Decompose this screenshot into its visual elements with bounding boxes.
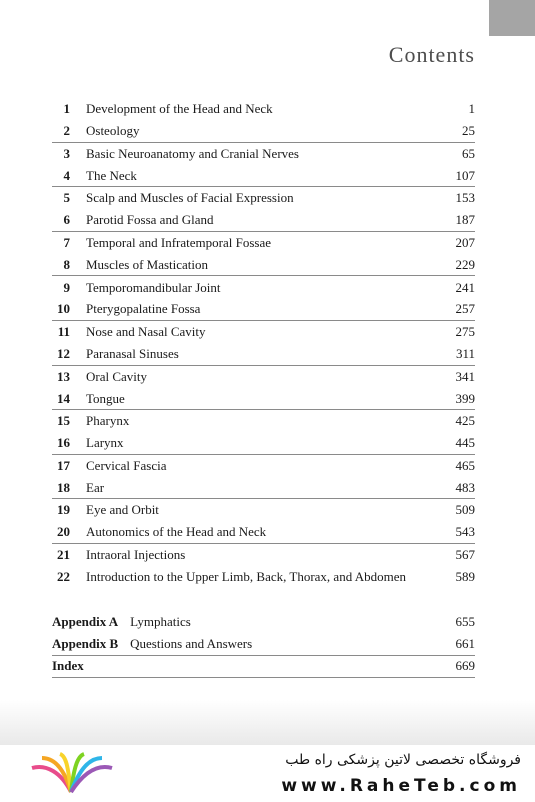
- chapter-title: The Neck: [86, 167, 137, 183]
- page-title: Contents: [388, 42, 475, 67]
- chapter-number: 8: [63, 256, 70, 272]
- chapter-number: 18: [57, 479, 70, 495]
- appendix-label: Index: [52, 658, 84, 674]
- chapter-page: 543: [455, 524, 475, 540]
- chapter-title: Parotid Fossa and Gland: [86, 212, 214, 228]
- toc-entry[interactable]: [52, 388, 475, 410]
- chapter-title: Introduction to the Upper Limb, Back, Thorax, and Abdomen: [86, 569, 406, 585]
- chapter-number: 1: [63, 101, 70, 117]
- chapter-page: 567: [455, 547, 475, 563]
- chapter-page: 425: [455, 413, 475, 429]
- toc-entry[interactable]: [52, 321, 475, 343]
- chapter-title: Autonomics of the Head and Neck: [86, 524, 267, 540]
- toc-entry[interactable]: [52, 299, 475, 321]
- chapter-page: 229: [455, 256, 475, 272]
- chapter-number: 12: [57, 345, 70, 361]
- appendix-page: 669: [455, 658, 475, 674]
- chapter-title: Pharynx: [86, 413, 130, 429]
- chapter-number: 4: [63, 167, 70, 183]
- chapter-page: 445: [455, 435, 475, 451]
- toc-entry[interactable]: [52, 566, 475, 588]
- chapter-number: 17: [57, 457, 70, 473]
- footer-url-link[interactable]: www.RaheTeb.com: [281, 776, 521, 796]
- chapter-page: 399: [455, 390, 475, 406]
- toc-entry[interactable]: [52, 187, 475, 209]
- chapter-page: 311: [455, 345, 475, 361]
- chapter-page: 25: [462, 122, 475, 138]
- corner-tab: [489, 0, 535, 36]
- toc-entry[interactable]: [52, 366, 475, 388]
- appendix-page: 655: [455, 614, 475, 630]
- chapter-page: 65: [462, 145, 475, 161]
- chapter-page: 241: [455, 279, 475, 295]
- chapter-title: Temporal and Infratemporal Fossae: [86, 234, 271, 250]
- appendix-label: Appendix A: [52, 614, 119, 630]
- chapter-title: Oral Cavity: [86, 368, 148, 384]
- chapter-number: 13: [57, 368, 70, 384]
- chapter-number: 6: [63, 212, 70, 228]
- appendix-entry[interactable]: [52, 633, 475, 655]
- appendix-entry[interactable]: [52, 611, 475, 633]
- toc-entry[interactable]: [52, 209, 475, 231]
- chapter-number: 22: [57, 569, 70, 585]
- toc-entry[interactable]: [52, 143, 475, 165]
- chapter-title: Paranasal Sinuses: [86, 345, 179, 361]
- toc-entry[interactable]: [52, 455, 475, 477]
- chapter-number: 5: [63, 190, 70, 206]
- toc-entry[interactable]: [52, 120, 475, 142]
- chapter-page: 509: [455, 502, 475, 518]
- toc-entry[interactable]: [52, 499, 475, 521]
- chapter-page: 275: [455, 324, 475, 340]
- chapter-title: Temporomandibular Joint: [86, 279, 221, 295]
- appendix-title: Questions and Answers: [130, 635, 253, 651]
- chapter-title: Cervical Fascia: [86, 457, 167, 473]
- toc-appendix-list: [52, 611, 475, 678]
- toc-entry[interactable]: [52, 254, 475, 276]
- chapter-title: Osteology: [86, 122, 140, 138]
- appendix-page: 661: [455, 635, 475, 651]
- chapter-title: Scalp and Muscles of Facial Expression: [86, 190, 294, 206]
- chapter-number: 11: [57, 324, 70, 340]
- chapter-number: 10: [57, 301, 70, 317]
- chapter-page: 207: [455, 234, 475, 250]
- toc-entry[interactable]: [52, 522, 475, 544]
- toc-entry[interactable]: [52, 276, 475, 298]
- chapter-page: 589: [455, 569, 475, 585]
- toc-entry[interactable]: [52, 98, 475, 120]
- chapter-title: Muscles of Mastication: [86, 256, 209, 272]
- appendix-entry[interactable]: [52, 656, 475, 678]
- chapter-number: 7: [63, 234, 70, 250]
- toc-entry[interactable]: [52, 544, 475, 566]
- chapter-number: 14: [57, 390, 70, 406]
- chapter-page: 1: [468, 101, 475, 117]
- chapter-page: 153: [455, 190, 475, 206]
- chapter-number: 16: [57, 435, 70, 451]
- chapter-page: 341: [455, 368, 475, 384]
- chapter-title: Development of the Head and Neck: [86, 101, 273, 117]
- chapter-number: 21: [57, 547, 70, 563]
- chapter-number: 2: [63, 122, 70, 138]
- chapter-number: 9: [63, 279, 70, 295]
- toc-entry[interactable]: [52, 432, 475, 454]
- chapter-title: Pterygopalatine Fossa: [86, 301, 201, 317]
- chapter-title: Larynx: [86, 435, 124, 451]
- appendix-label: Appendix B: [52, 635, 119, 651]
- chapter-page: 465: [455, 457, 475, 473]
- footer-fade: [0, 700, 535, 745]
- chapter-number: 15: [57, 413, 70, 429]
- toc-chapter-list: [52, 98, 475, 589]
- footer-store-name: فروشگاه تخصصی لاتین پزشکی راه طب: [285, 752, 521, 768]
- chapter-title: Tongue: [86, 390, 125, 406]
- toc-entry[interactable]: [52, 165, 475, 187]
- chapter-page: 187: [455, 212, 475, 228]
- chapter-number: 20: [57, 524, 70, 540]
- chapter-title: Ear: [86, 479, 105, 495]
- chapter-number: 3: [63, 145, 70, 161]
- toc-entry[interactable]: [52, 477, 475, 499]
- open-book-logo-icon: [26, 752, 116, 796]
- chapter-page: 483: [455, 479, 475, 495]
- chapter-title: Nose and Nasal Cavity: [86, 324, 206, 340]
- chapter-title: Intraoral Injections: [86, 547, 186, 563]
- toc-entry[interactable]: [52, 410, 475, 432]
- chapter-title: Basic Neuroanatomy and Cranial Nerves: [86, 145, 299, 161]
- appendix-title: Lymphatics: [130, 614, 191, 630]
- chapter-page: 257: [455, 301, 475, 317]
- toc-entry[interactable]: [52, 343, 475, 365]
- toc-entry[interactable]: [52, 232, 475, 254]
- chapter-page: 107: [455, 167, 475, 183]
- chapter-title: Eye and Orbit: [86, 502, 159, 518]
- chapter-number: 19: [57, 502, 70, 518]
